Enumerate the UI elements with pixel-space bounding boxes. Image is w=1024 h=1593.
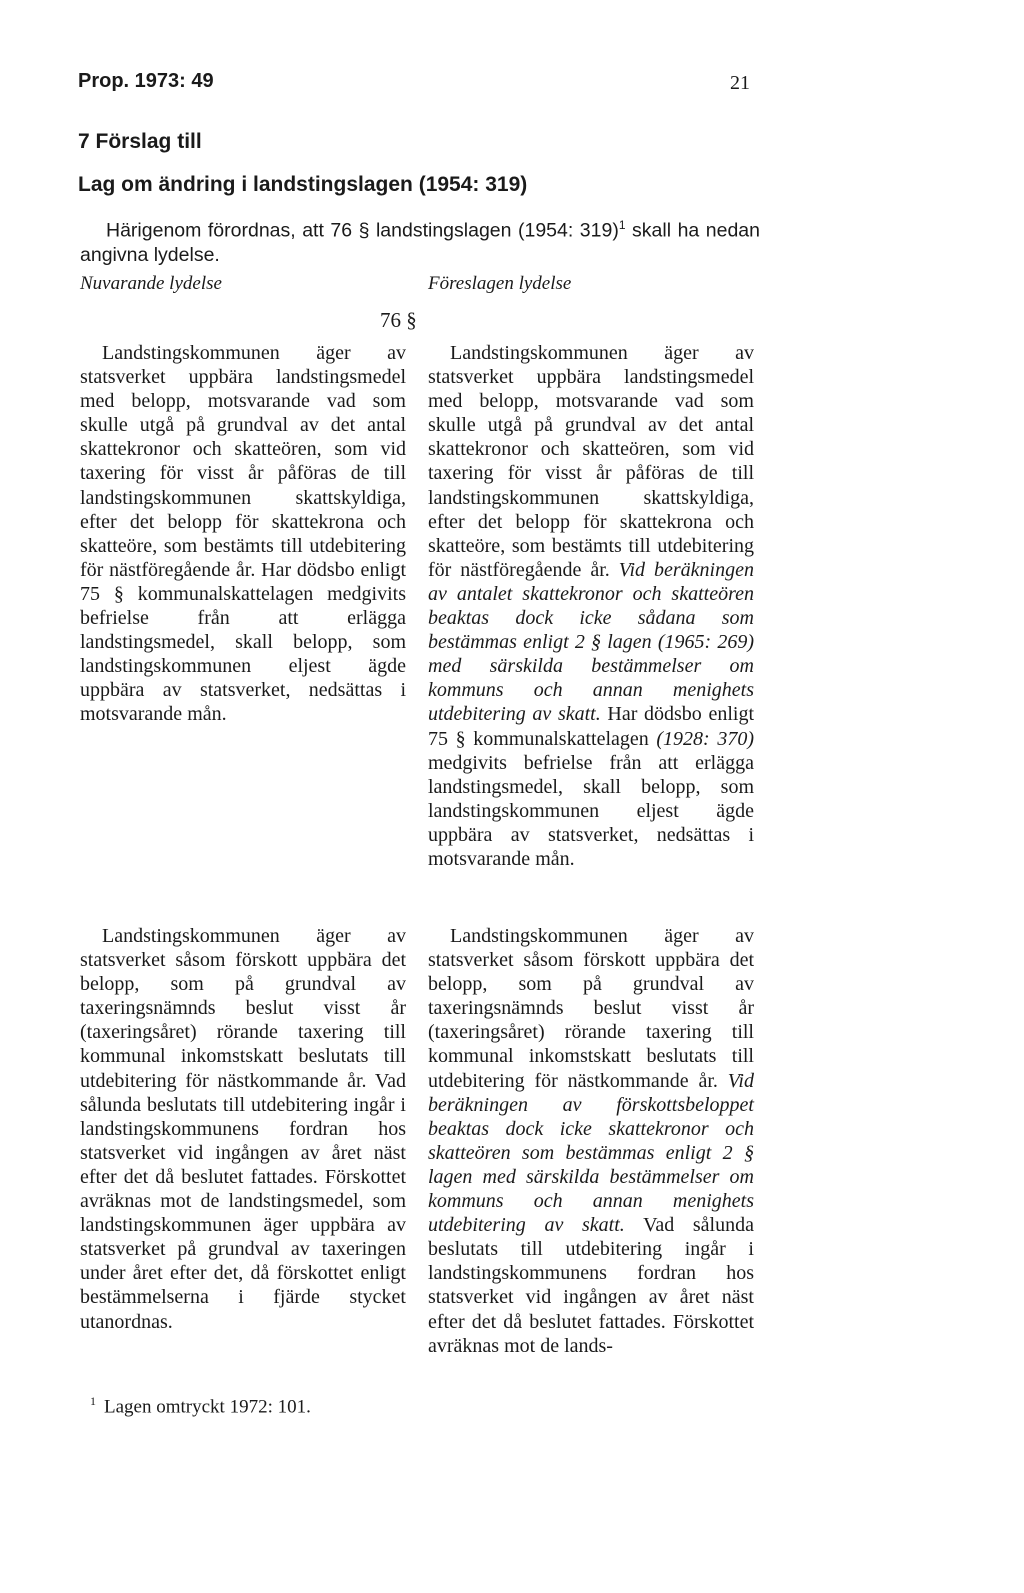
intro-text: Härigenom förordnas, att 76 § landstingslagen (1954: 319) <box>106 219 619 242</box>
footnote <box>90 1394 311 1418</box>
proposed-text: Vad sålunda beslutats till utdebitering ingår i landstingskommunens fordran hos statsverket vid ingången av året näst efter det då beslutet fattades. Förskottet avräknas mot de lands- <box>428 1214 754 1357</box>
proposed-wording-heading: Föreslagen lydelse <box>428 273 572 294</box>
proposed-amendment-text: (1928: 370) <box>656 727 754 750</box>
intro-text-end: skall ha nedan angivna lydelse. <box>80 219 760 266</box>
current-paragraph-2: Landstingskommunen äger av statsverket såsom förskott uppbära det belopp, som på grundval av taxeringsnämnds beslut visst år (taxeringsåret) rörande taxering till kommunal inkomstskatt beslutats till utdebitering för nästkommande år. Vad sålunda beslutats till utdebitering ingår i landstingskommunens fordran hos statsverket vid ingången av året näst efter det då beslutet fattades. Förskottet avräknas mot de landstingsmedel, som landstingskommunen äger uppbära av statsverket på grundval av taxeringen under året efter det, då förskottet enligt bestämmelserna i fjärde stycket utanordnas. <box>80 925 406 1333</box>
proposed-text: Landstingskommunen äger av statsverket uppbära landstingsmedel med belopp, motsvarande vad som skulle utgå på grundval av det antal skattekronor och skatteören, som vid taxering för visst år påföras de till landstingskommunen skattskyldiga, efter det belopp för skattekrona och skatteöre, som bestämts till utdebitering för nästföregående år. <box>428 342 754 581</box>
proposed-paragraph-1 <box>428 341 754 871</box>
proposed-text: Landstingskommunen äger av statsverket såsom förskott uppbära det belopp, som på grundval av taxeringsnämnds beslut visst år (taxeringsåret) rörande taxering till kommunal inkomstskatt beslutats till utdebitering för nästkommande år. <box>428 925 754 1092</box>
intro-paragraph <box>80 213 760 267</box>
proposed-amendment-text: Vid beräkningen av antalet skattekronor och skatteören beaktas dock icke sådana som bestämmas enligt 2 § lagen (1965: 269) med särskilda bestämmelser om kommuns och annan menighets utdebitering av skatt. <box>428 558 754 726</box>
section-marker: 76 § <box>380 308 417 332</box>
current-wording-column <box>80 341 406 727</box>
proposed-paragraph-2 <box>428 924 754 1358</box>
footnote-reference: 1 <box>618 218 626 232</box>
law-title: Lag om ändring i landstingslagen (1954: 319) <box>78 173 528 196</box>
footnote-marker: 1 <box>90 1394 96 1408</box>
section-heading: 7 Förslag till <box>78 130 202 153</box>
footnote-text: Lagen omtryckt 1972: 101. <box>104 1396 311 1418</box>
current-paragraph-1: Landstingskommunen äger av statsverket uppbära landstingsmedel med belopp, motsvarande vad som skulle utgå på grundval av det antal skattekronor och skatteören, som vid taxering för visst år påföras de till landstingskommunen skattskyldiga, efter det belopp för skattekrona och skatteöre, som bestämts till utdebitering för nästföregående år. Har dödsbo enligt 75 § kommunalskattelagen medgivits befrielse från att erlägga landstingsmedel, skall belopp, som landstingskommunen eljest ägde uppbära av statsverket, nedsättas i motsvarande mån. <box>80 342 406 726</box>
page-number: 21 <box>730 72 750 94</box>
proposed-wording-column-2 <box>428 924 754 1358</box>
running-head: Prop. 1973: 49 <box>78 70 214 92</box>
proposed-text: Har dödsbo enligt 75 § kommunalskattelagen <box>428 703 755 750</box>
current-wording-column-2 <box>80 924 406 1334</box>
proposed-wording-column <box>428 341 754 871</box>
current-wording-heading: Nuvarande lydelse <box>80 273 222 294</box>
proposed-amendment-text: Vid beräkningen av förskottsbeloppet beaktas dock icke skattekronor och skatteören som bestämmas enligt 2 § lagen med särskilda bestämmelser om kommuns och annan menighets utdebitering av skatt. <box>428 1069 754 1237</box>
proposed-text: medgivits befrielse från att erlägga landstingsmedel, skall belopp, som landstingskommunen eljest ägde uppbära av statsverket, nedsättas i motsvarande mån. <box>428 751 754 870</box>
